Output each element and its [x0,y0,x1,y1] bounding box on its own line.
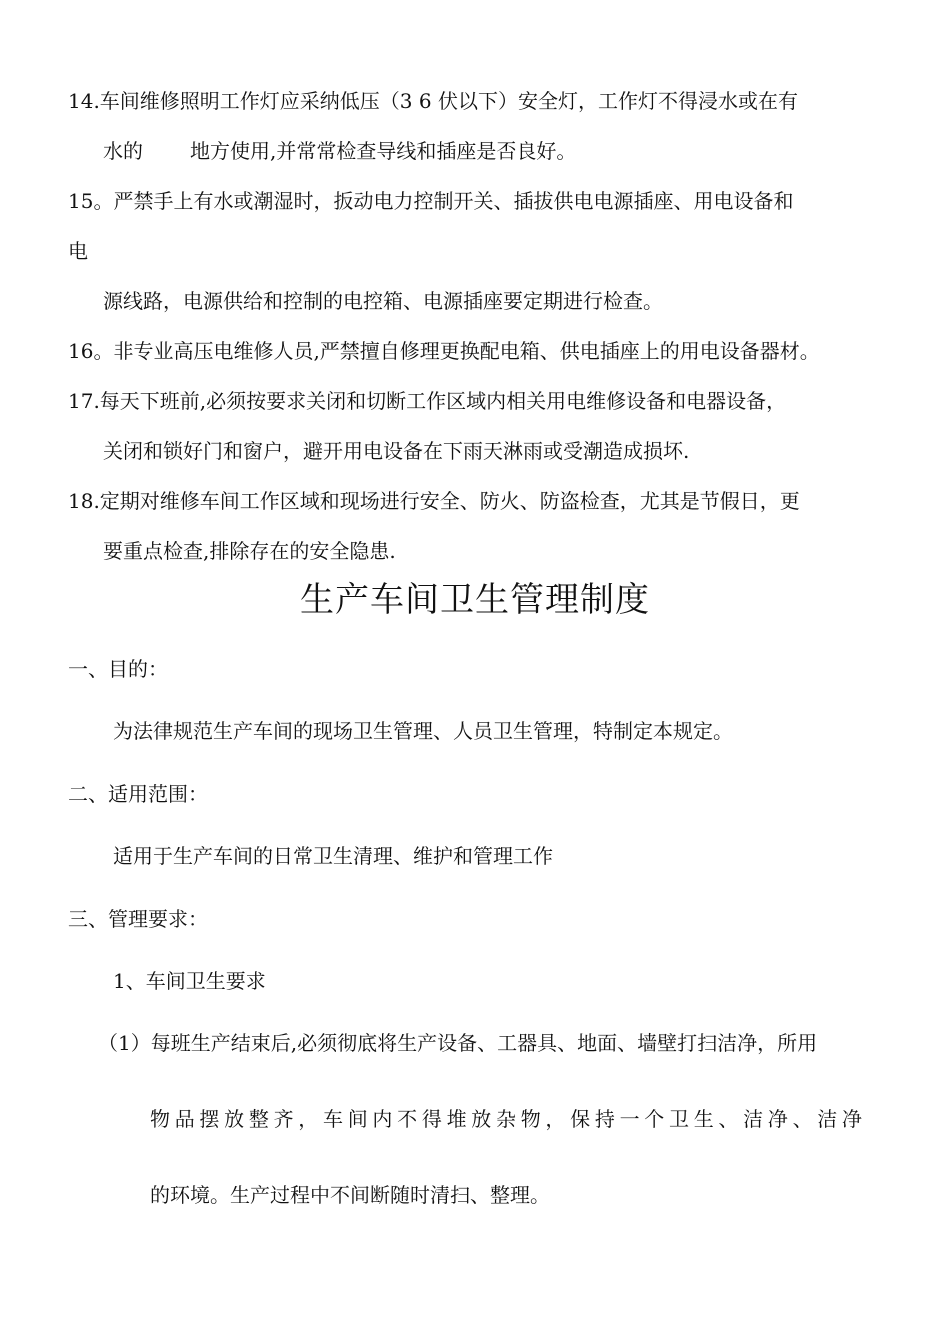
item-15-line-3: 源线路，电源供给和控制的电控箱、电源插座要定期进行检查。 [103,289,663,313]
requirement-1-line-1: （1）每班生产结束后,必须彻底将生产设备、工器具、地面、墙壁打扫洁净，所用 [98,1031,818,1055]
item-15-line-1: 15。严禁手上有水或潮湿时，扳动电力控制开关、插拔供电电源插座、用电设备和 [68,189,794,213]
purpose-text: 为法律规范生产车间的现场卫生管理、人员卫生管理，特制定本规定。 [113,719,733,743]
heading-requirements: 三、管理要求： [68,907,208,931]
subheading-workshop-hygiene: 1、车间卫生要求 [113,969,266,993]
item-15-line-2: 电 [68,239,88,263]
heading-purpose: 一、目的： [68,657,168,681]
section-title: 生产车间卫生管理制度 [300,580,650,620]
item-17-line-1: 17.每天下班前,必须按要求关闭和切断工作区域内相关用电维修设备和电器设备， [68,389,787,413]
item-18-line-2: 要重点检查,排除存在的安全隐患. [103,539,396,563]
item-14-line-2b: 地方使用,并常常检查导线和插座是否良好。 [190,139,577,163]
scope-text: 适用于生产车间的日常卫生清理、维护和管理工作 [113,844,553,868]
item-14-line-1: 14.车间维修照明工作灯应采纳低压（3 6 伏以下）安全灯，工作灯不得浸水或在有 [68,89,798,113]
item-14-line-2a: 水的 [103,139,143,163]
requirement-1-line-3: 的环境。生产过程中不间断随时清扫、整理。 [150,1183,550,1207]
item-17-line-2: 关闭和锁好门和窗户，避开用电设备在下雨天淋雨或受潮造成损坏. [103,439,690,463]
requirement-1-line-2: 物品摆放整齐，车间内不得堆放杂物，保持一个卫生、洁净、洁净 [150,1107,862,1131]
heading-scope: 二、适用范围： [68,782,208,806]
item-18-line-1: 18.定期对维修车间工作区域和现场进行安全、防火、防盗检查，尤其是节假日，更 [68,489,800,513]
item-16-line-1: 16。非专业高压电维修人员,严禁擅自修理更换配电箱、供电插座上的用电设备器材。 [68,339,820,363]
